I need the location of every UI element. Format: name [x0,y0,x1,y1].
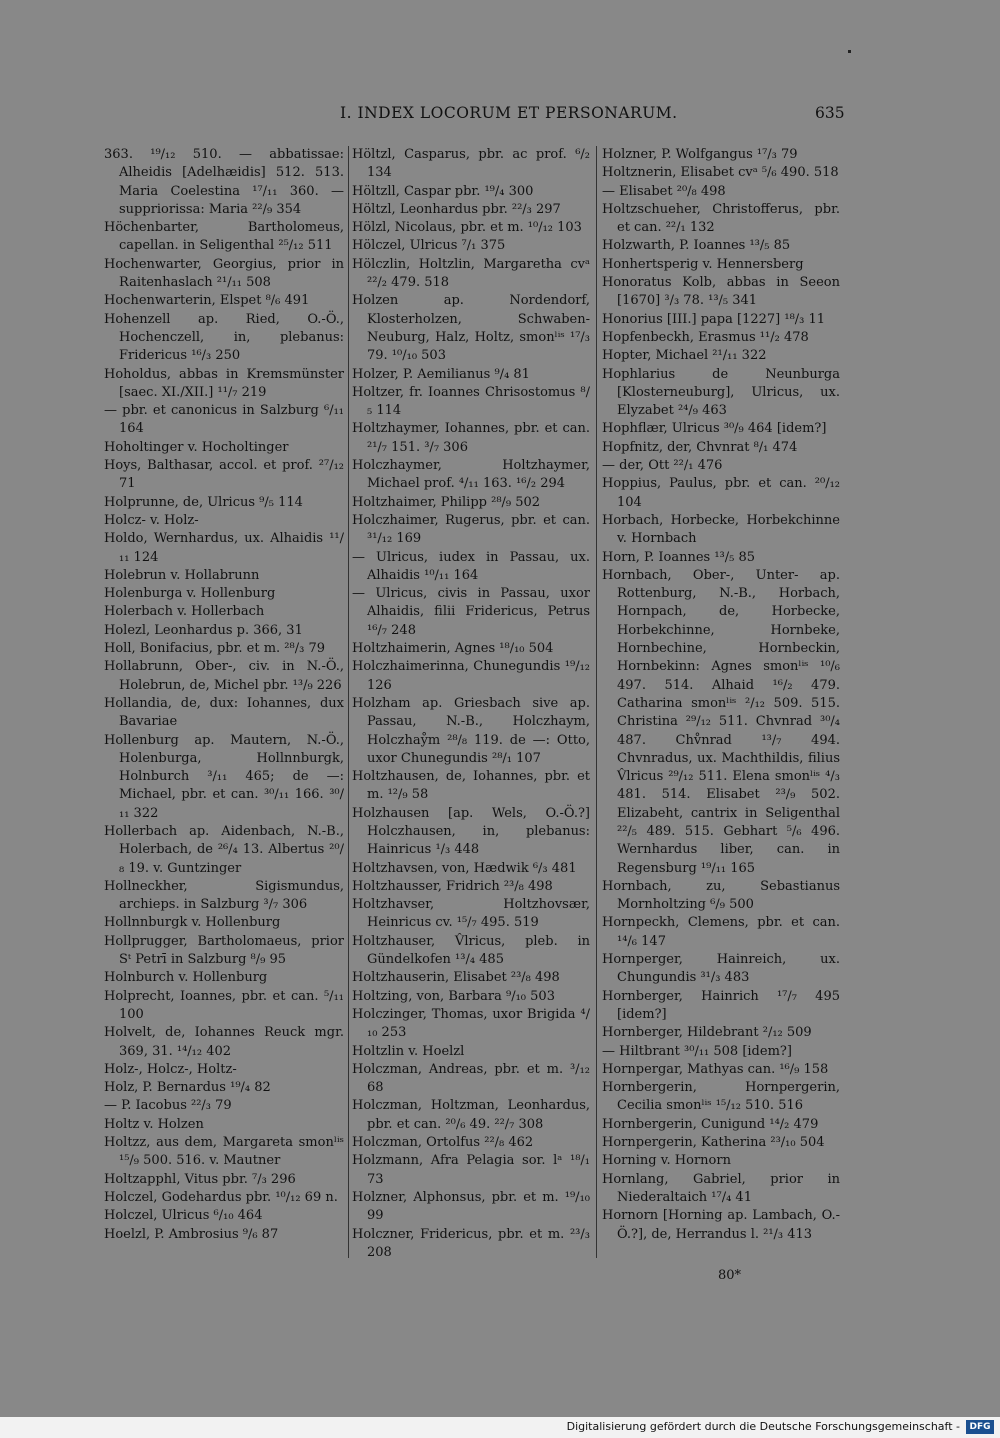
index-entry: Hollerbach ap. Aidenbach, N.-B., Holerbach, de ²⁶/₄ 13. Albertus ²⁰/₈ 19. v. Guntzinger [104,823,344,876]
column-rule [596,146,597,1258]
index-entry: Holtzlin v. Hoelzl [352,1043,465,1059]
index-entry: Hochenwarterin, Elspet ⁸/₆ 491 [104,293,310,309]
index-entry: Höltzl, Leonhardus pbr. ²²/₃ 297 [352,201,561,217]
index-entry: Holzner, Alphonsus, pbr. et m. ¹⁹/₁₀ 99 [352,1189,590,1224]
index-entry: — Hiltbrant ³⁰/₁₁ 508 [idem?] [602,1043,792,1059]
index-entry: Höltzll, Caspar pbr. ¹⁹/₄ 300 [352,183,534,199]
index-entry: Holtzhavsen, von, Hædwik ⁶/₃ 481 [352,860,577,876]
index-entry: Hornpeckh, Clemens, pbr. et can. ¹⁴/₆ 147 [602,915,840,949]
index-entry: Holtzz, aus dem, Margareta smonˡⁱˢ ¹⁵/₉ 500. 516. v. Mautner [104,1135,344,1169]
index-entry: Hollenburg ap. Mautern, N.-Ö., Holenburga, Hollnnburgk, Holnburch ³/₁₁ 465; de —: Michael, pbr. et can. ³⁰/₁₁ 166. ³⁰/₁₁ 322 [104,732,344,821]
index-entry: Hollneckher, Sigismundus, archieps. in Salzburg ³/₇ 306 [104,878,344,913]
index-entry: Horn, P. Ioannes ¹³/₅ 85 [602,549,756,565]
index-entry: Holczhaimer, Rugerus, pbr. et can. ³¹/₁₂ 169 [352,512,590,547]
index-entry: Holtzhausen, de, Iohannes, pbr. et m. ¹²/₉ 58 [352,769,590,803]
index-entry: Holczinger, Thomas, uxor Brigida ⁴/₁₀ 253 [352,1006,590,1041]
index-entry: Holtzhavser, Holtzhovsær, Heinricus cv. ¹⁵/₇ 495. 519 [352,897,590,931]
signature-mark: 80* [718,1268,742,1283]
index-entry: Holtzhaimerin, Agnes ¹⁸/₁₀ 504 [352,641,554,657]
index-entry: Holtzhauserin, Elisabet ²³/₈ 498 [352,970,560,986]
index-entry: Holdo, Wernhardus, ux. Alhaidis ¹¹/₁₁ 124 [104,531,344,565]
index-entry: Hornbach, Ober-, Unter- ap. Rottenburg, N.-B., Horbach, Hornpach, de, Horbecke, Horbekchinne, Hornbeke, Hornbechine, Hornbeckin, Hornbekinn: Agnes smonˡⁱˢ ¹⁰/₆ 497. 514. Alhaid ¹⁶/₂ 479. Catharina smonˡⁱˢ ²/₁₂ 509. 515. Christina ²⁹/₁₂ 511. Chvnrad ³⁰/₄ 487. Chv̊nrad ¹³/₇ 494. Chvnradus, ux. Machthildis, filius V̂lricus ²⁹/₁₂ 511. Elena smonˡⁱˢ ⁴/₃ 481. 514. Elisabet ²³/₉ 502. Elizabeht, cantrix in Seligenthal ²²/₅ 489. 515. Gebhart ⁵/₆ 496. Wernhardus liber, can. in Regensburg ¹⁹/₁₁ 165 [602,567,840,876]
index-entry: Holenburga v. Hollenburg [104,586,276,602]
index-entry: Holl, Bonifacius, pbr. et m. ²⁸/₃ 79 [104,641,325,657]
index-entry: Horbach, Horbecke, Horbekchinne v. Hornbach [602,512,840,547]
index-entry: Holczner, Fridericus, pbr. et m. ²³/₃ 208 [352,1226,590,1260]
index-entry: Holtzhaymer, Iohannes, pbr. et can. ²¹/₇ 151. ³/₇ 306 [352,421,590,455]
index-entry: Hornberger, Hainrich ¹⁷/₇ 495 [idem?] [602,988,840,1022]
running-header [0,104,1000,128]
index-entry: Holzmann, Afra Pelagia sor. lᵃ ¹⁸/₁ 73 [352,1153,590,1187]
index-entry: Holcz- v. Holz- [104,512,199,528]
index-entry: — Elisabet ²⁰/₈ 498 [602,183,726,199]
index-entry: Holzer, P. Aemilianus ⁹/₄ 81 [352,366,530,382]
index-entry: Honoratus Kolb, abbas in Seeon [1670] ³/₃ 78. ¹³/₅ 341 [602,275,840,309]
index-entry: — Ulricus, iudex in Passau, ux. Alhaidis ¹⁰/₁₁ 164 [352,549,590,583]
index-entry: Hohenzell ap. Ried, O.-Ö., Hochenczell, in, plebanus: Fridericus ¹⁶/₃ 250 [104,311,344,364]
index-entry: Hoholdus, abbas in Kremsmünster [saec. XI./XII.] ¹¹/₇ 219 [104,366,344,400]
index-entry: Holczman, Holtzman, Leonhardus, pbr. et can. ²⁰/₆ 49. ²²/₇ 308 [352,1098,590,1132]
index-entry: Hopter, Michael ²¹/₁₁ 322 [602,348,767,364]
index-entry: Hölczel, Ulricus ⁷/₁ 375 [352,238,506,254]
index-entry: Holczman, Andreas, pbr. et m. ³/₁₂ 68 [352,1061,590,1096]
index-entry: Hophlarius de Neunburga [Klosterneuburg], Ulricus, ux. Elyzabet ²⁴/₉ 463 [602,366,840,419]
index-entry: Holezl, Leonhardus p. 366, 31 [104,622,303,638]
index-entry: Holnburch v. Hollenburg [104,970,268,986]
index-entry: Hochenwarter, Georgius, prior in Raitenhaslach ²¹/₁₁ 508 [104,256,344,291]
index-entry: Hornpergerin, Katherina ²³/₁₀ 504 [602,1135,825,1151]
index-entry: Hornlang, Gabriel, prior in Niederaltaich ¹⁷/₄ 41 [602,1171,840,1205]
index-entry: Holzen ap. Nordendorf, Klosterholzen, Schwaben-Neuburg, Halz, Holtz, smonˡⁱˢ ¹⁷/₃ 79. ¹⁰/₁₀ 503 [352,293,590,364]
index-entry: Holzwarth, P. Ioannes ¹³/₅ 85 [602,238,791,254]
index-entry: Hornbergerin, Cunigund ¹⁴/₂ 479 [602,1116,819,1132]
index-entry: Holczel, Ulricus ⁶/₁₀ 464 [104,1208,263,1224]
index-entry: Holtzer, fr. Ioannes Chrisostomus ⁸/₅ 114 [352,384,590,419]
index-entry: Holz-, Holcz-, Holtz- [104,1061,237,1077]
page-number: 635 [815,104,845,122]
index-entry: Hopfenbeckh, Erasmus ¹¹/₂ 478 [602,329,809,345]
index-entry: Hornpergar, Mathyas can. ¹⁶/₉ 158 [602,1061,829,1077]
index-entry: Holtznerin, Elisabet cvᵃ ⁵/₆ 490. 518 [602,165,839,181]
scan-speck [848,50,851,53]
index-column-1 [104,146,344,1244]
index-entry: Holczhaimerinna, Chunegundis ¹⁹/₁₂ 126 [352,659,590,693]
index-entry: Holtz v. Holzen [104,1116,204,1132]
index-entry: Holzham ap. Griesbach sive ap. Passau, N.-B., Holczhaym, Holczhaẙm ²⁸/₈ 119. de —: Otto, uxor Chunegundis ²⁸/₁ 107 [352,695,590,766]
index-entry: Hornperger, Hainreich, ux. Chungundis ³¹/₃ 483 [602,952,840,986]
index-column-3 [602,146,840,1244]
index-entry: Holzner, P. Wolfgangus ¹⁷/₃ 79 [602,147,798,162]
index-entry: Holtzhaimer, Philipp ²⁸/₉ 502 [352,494,541,510]
index-entry: Hoelzl, P. Ambrosius ⁹/₆ 87 [104,1226,279,1242]
footer-text: Digitalisierung gefördert durch die Deutsche Forschungsgemeinschaft - [566,1420,960,1433]
index-entry: Honhertsperig v. Hennersberg [602,256,804,272]
index-entry: Holczel, Godehardus pbr. ¹⁰/₁₂ 69 n. [104,1189,338,1205]
digitization-footer [0,1417,1000,1438]
index-entry: Hollnnburgk v. Hollenburg [104,915,281,931]
index-entry: — pbr. et canonicus in Salzburg ⁶/₁₁ 164 [104,403,344,437]
index-entry: Hoholtinger v. Hocholtinger [104,439,289,455]
index-entry: Holtzing, von, Barbara ⁹/₁₀ 503 [352,988,555,1004]
index-entry: Holtzhauser, V̂lricus, pleb. in Gündelkofen ¹³/₄ 485 [352,933,590,968]
index-entry: Holebrun v. Hollabrunn [104,567,260,583]
index-entry: — der, Ott ²²/₁ 476 [602,458,723,474]
index-entry: Horning v. Hornorn [602,1153,731,1169]
dfg-logo: DFG [966,1420,994,1434]
index-entry: Holtzschueher, Christofferus, pbr. et can. ²²/₁ 132 [602,201,840,236]
index-entry: Hollprugger, Bartholomaeus, prior Sᵗ Petrī in Salzburg ⁸/₉ 95 [104,933,344,968]
index-entry: Hornbach, zu, Sebastianus Mornholtzing ⁶/₉ 500 [602,878,840,913]
index-entry: Hornbergerin, Hornpergerin, Cecilia smonˡⁱˢ ¹⁵/₁₂ 510. 516 [602,1080,840,1114]
index-entry: Hölzl, Nicolaus, pbr. et m. ¹⁰/₁₂ 103 [352,220,582,236]
index-entry: Holprunne, de, Ulricus ⁹/₅ 114 [104,494,303,510]
index-entry: Holvelt, de, Iohannes Reuck mgr. 369, 31. ¹⁴/₁₂ 402 [104,1025,344,1059]
index-entry: Hophflær, Ulricus ³⁰/₉ 464 [idem?] [602,421,827,437]
column-rule [348,146,349,1258]
index-column-2 [352,146,590,1262]
index-entry: Hoys, Balthasar, accol. et prof. ²⁷/₁₂ 71 [104,458,344,492]
header-title: I. INDEX LOCORUM ET PERSONARUM. [340,104,678,122]
index-entry: Hollabrunn, Ober-, civ. in N.-Ö., Holebrun, de, Michel pbr. ¹³/₉ 226 [104,659,344,693]
index-entry: Honorius [III.] papa [1227] ¹⁸/₃ 11 [602,311,826,327]
index-entry: Hopfnitz, der, Chvnrat ⁸/₁ 474 [602,439,798,455]
index-entry: Holczhaymer, Holtzhaymer, Michael prof. ⁴/₁₁ 163. ¹⁶/₂ 294 [352,458,590,492]
index-entry: Holprecht, Ioannes, pbr. et can. ⁵/₁₁ 100 [104,988,344,1022]
index-entry: Hoppius, Paulus, pbr. et can. ²⁰/₁₂ 104 [602,476,840,510]
index-entry: Holerbach v. Hollerbach [104,604,265,620]
index-entry: Holtzhausser, Fridrich ²³/₈ 498 [352,878,553,894]
index-entry: Höltzl, Casparus, pbr. ac prof. ⁶/₂ 134 [352,147,590,181]
index-entry: Höchenbarter, Bartholomeus, capellan. in Seligenthal ²⁵/₁₂ 511 [104,220,344,254]
index-entry: — P. Iacobus ²²/₃ 79 [104,1098,232,1114]
index-entry: Hornorn [Horning ap. Lambach, O.-Ö.?], de, Herrandus l. ²¹/₃ 413 [602,1208,840,1242]
index-entry: Holczman, Ortolfus ²²/₈ 462 [352,1135,534,1151]
index-entry: 363. ¹⁹/₁₂ 510. — abbatissae: Alheidis [Adelhæidis] 512. 513. Maria Coelestina ¹⁷/₁₁ 360. — suppriorissa: Maria ²²/₉ 354 [104,147,344,217]
index-entry: Hornberger, Hildebrant ²/₁₂ 509 [602,1025,812,1041]
index-entry: Holz, P. Bernardus ¹⁹/₄ 82 [104,1080,271,1096]
index-entry: Holtzapphl, Vitus pbr. ⁷/₃ 296 [104,1171,296,1187]
index-entry: Hollandia, de, dux: Iohannes, dux Bavariae [104,695,344,730]
index-entry: — Ulricus, civis in Passau, uxor Alhaidis, filii Fridericus, Petrus ¹⁶/₇ 248 [352,586,590,638]
index-entry: Hölczlin, Holtzlin, Margaretha cvᵃ ²²/₂ 479. 518 [352,256,590,291]
index-entry: Holzhausen [ap. Wels, O.-Ö.?] Holczhausen, in, plebanus: Hainricus ¹/₃ 448 [352,805,590,858]
